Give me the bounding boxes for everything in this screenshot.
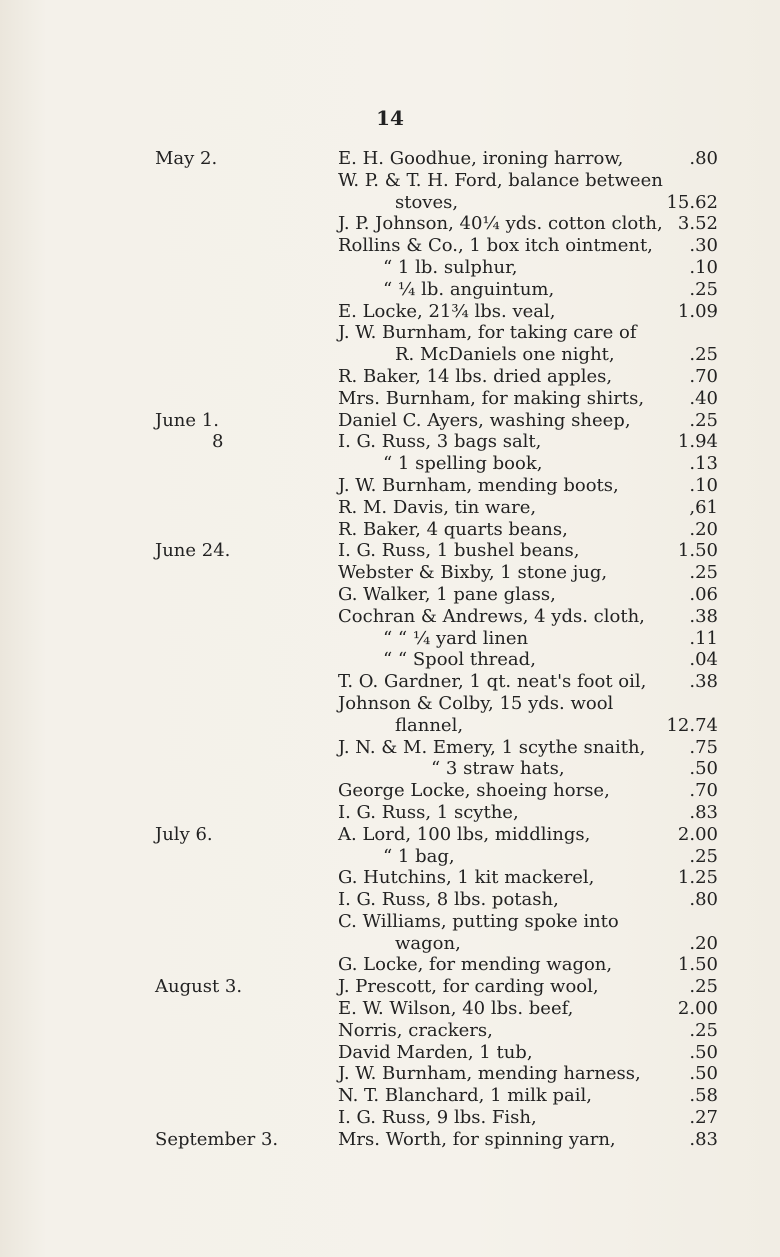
entry-amount: .04 xyxy=(689,649,718,671)
entry-amount: 1.94 xyxy=(677,431,718,453)
entry-amount: .06 xyxy=(689,583,718,605)
entry-amount: .80 xyxy=(689,889,718,911)
entry-date: 8 xyxy=(212,431,224,453)
entry-amount: .83 xyxy=(689,1128,718,1150)
entry-description: T. O. Gardner, 1 qt. neat's foot oil, xyxy=(338,671,647,693)
entry-amount: .25 xyxy=(689,845,718,867)
entry-description: wagon, xyxy=(395,932,461,954)
entry-amount: .50 xyxy=(689,1041,718,1063)
ledger-row xyxy=(0,170,780,192)
entry-description: E. Locke, 21¾ lbs. veal, xyxy=(338,300,556,322)
ledger-row xyxy=(0,998,780,1020)
entry-amount: .11 xyxy=(689,627,718,649)
ledger-row xyxy=(0,344,780,366)
ledger-row xyxy=(0,889,780,911)
entry-amount: .20 xyxy=(689,932,718,954)
ledger-row xyxy=(0,1020,780,1042)
entry-date: September 3. xyxy=(155,1128,279,1150)
entry-description: Norris, crackers, xyxy=(338,1019,493,1041)
entry-description: R. Baker, 4 quarts beans, xyxy=(338,518,568,540)
entry-description: G. Locke, for mending wagon, xyxy=(338,954,613,976)
entry-amount: 3.52 xyxy=(677,213,718,235)
entry-description: “ “ ¼ yard linen xyxy=(383,627,529,649)
entry-description: A. Lord, 100 lbs, middlings, xyxy=(338,823,591,845)
entry-amount: .70 xyxy=(689,365,718,387)
entry-description: Webster & Bixby, 1 stone jug, xyxy=(338,562,608,584)
ledger-row xyxy=(0,1107,780,1129)
ledger-row xyxy=(0,497,780,519)
ledger-row xyxy=(0,301,780,323)
entry-amount: .50 xyxy=(689,758,718,780)
entry-description: Mrs. Worth, for spinning yarn, xyxy=(338,1128,616,1150)
entry-description: E. H. Goodhue, ironing harrow, xyxy=(338,148,624,169)
ledger-row xyxy=(0,322,780,344)
entry-amount: .10 xyxy=(689,474,718,496)
ledger-row xyxy=(0,758,780,780)
ledger-row xyxy=(0,606,780,628)
entry-description: J. Prescott, for carding wool, xyxy=(338,976,599,998)
entry-amount: 2.00 xyxy=(677,998,718,1020)
entry-description: W. P. & T. H. Ford, balance between xyxy=(338,169,663,191)
entry-description: Rollins & Co., 1 box itch ointment, xyxy=(338,235,653,257)
entry-description: I. G. Russ, 3 bags salt, xyxy=(338,431,542,453)
ledger-row xyxy=(0,257,780,279)
ledger-row xyxy=(0,279,780,301)
ledger-row xyxy=(0,453,780,475)
entry-description: Mrs. Burnham, for making shirts, xyxy=(338,387,645,409)
ledger-row xyxy=(0,802,780,824)
entry-amount: .25 xyxy=(689,976,718,998)
ledger-row xyxy=(0,584,780,606)
entry-description: G. Walker, 1 pane glass, xyxy=(338,583,556,605)
entry-description: J. W. Burnham, for taking care of xyxy=(338,322,637,344)
entry-amount: .20 xyxy=(689,518,718,540)
entry-amount: 1.25 xyxy=(677,867,718,889)
ledger-row xyxy=(0,824,780,846)
entry-description: E. W. Wilson, 40 lbs. beef, xyxy=(338,998,574,1020)
entry-amount: .80 xyxy=(689,148,718,169)
entry-description: David Marden, 1 tub, xyxy=(338,1041,533,1063)
entry-description: George Locke, shoeing horse, xyxy=(338,780,610,802)
entry-description: J. N. & M. Emery, 1 scythe snaith, xyxy=(338,736,646,758)
page-number: 14 xyxy=(376,106,404,130)
entry-amount: 15.62 xyxy=(666,191,718,213)
entry-amount: 12.74 xyxy=(666,714,718,736)
entry-amount: .13 xyxy=(689,453,718,475)
ledger-row xyxy=(0,519,780,541)
ledger-row xyxy=(0,235,780,257)
entry-description: N. T. Blanchard, 1 milk pail, xyxy=(338,1085,593,1107)
entry-amount: 1.09 xyxy=(677,300,718,322)
entry-amount: .83 xyxy=(689,801,718,823)
entry-description: “ 3 straw hats, xyxy=(431,758,565,780)
entry-amount: .50 xyxy=(689,1063,718,1085)
entry-description: “ ¼ lb. anguintum, xyxy=(383,278,555,300)
ledger-row xyxy=(0,213,780,235)
entry-amount: 1.50 xyxy=(677,540,718,562)
ledger-row xyxy=(0,911,780,933)
ledger-row xyxy=(0,780,780,802)
ledger-row xyxy=(0,933,780,955)
entry-date: June 24. xyxy=(155,540,231,562)
entry-description: R. M. Davis, tin ware, xyxy=(338,496,537,518)
entry-date: June 1. xyxy=(155,409,219,431)
ledger-row xyxy=(0,388,780,410)
ledger-row xyxy=(0,475,780,497)
entry-amount: .25 xyxy=(689,278,718,300)
entry-description: “ “ Spool thread, xyxy=(383,649,536,671)
entry-amount: .70 xyxy=(689,780,718,802)
entry-description: Daniel C. Ayers, washing sheep, xyxy=(338,409,631,431)
ledger-row xyxy=(0,1042,780,1064)
ledger-row xyxy=(0,846,780,868)
entry-description: J. W. Burnham, mending boots, xyxy=(338,474,619,496)
entry-description: I. G. Russ, 1 bushel beans, xyxy=(338,540,580,562)
entry-description: J. P. Johnson, 40¼ yds. cotton cloth, xyxy=(338,213,663,235)
ledger-row xyxy=(0,431,780,453)
entry-description: Cochran & Andrews, 4 yds. cloth, xyxy=(338,605,645,627)
ledger-row xyxy=(0,649,780,671)
ledger-row xyxy=(0,366,780,388)
entry-description: R. Baker, 14 lbs. dried apples, xyxy=(338,365,613,387)
ledger-row xyxy=(0,410,780,432)
entry-amount: 1.50 xyxy=(677,954,718,976)
ledger-row xyxy=(0,954,780,976)
entry-description: flannel, xyxy=(395,714,464,736)
entry-amount: .27 xyxy=(689,1107,718,1129)
ledger-row xyxy=(0,976,780,998)
ledger-row xyxy=(0,693,780,715)
entry-description: G. Hutchins, 1 kit mackerel, xyxy=(338,867,595,889)
entry-description: “ 1 spelling book, xyxy=(383,453,543,475)
entry-amount: .25 xyxy=(689,1019,718,1041)
entry-description: “ 1 bag, xyxy=(383,845,455,867)
ledger-row xyxy=(0,737,780,759)
entry-amount: .25 xyxy=(689,562,718,584)
entry-description: I. G. Russ, 8 lbs. potash, xyxy=(338,889,559,911)
entry-description: C. Williams, putting spoke into xyxy=(338,910,619,932)
entry-description: R. McDaniels one night, xyxy=(395,344,615,366)
entry-amount: .25 xyxy=(689,344,718,366)
entry-amount: .75 xyxy=(689,736,718,758)
entry-description: I. G. Russ, 1 scythe, xyxy=(338,801,519,823)
ledger-row xyxy=(0,562,780,584)
entry-amount: .38 xyxy=(689,605,718,627)
entry-amount: .30 xyxy=(689,235,718,257)
entry-amount: .38 xyxy=(689,671,718,693)
ledger-entries xyxy=(0,148,780,1151)
ledger-row xyxy=(0,1085,780,1107)
ledger-row xyxy=(0,1129,780,1151)
entry-description: Johnson & Colby, 15 yds. wool xyxy=(338,692,614,714)
entry-description: stoves, xyxy=(395,191,459,213)
entry-date: July 6. xyxy=(155,823,213,845)
ledger-row xyxy=(0,1063,780,1085)
ledger-row xyxy=(0,148,780,170)
ledger-row xyxy=(0,540,780,562)
entry-amount: .58 xyxy=(689,1085,718,1107)
entry-amount: ,61 xyxy=(689,496,718,518)
entry-amount: .10 xyxy=(689,256,718,278)
entry-date: May 2. xyxy=(155,148,218,169)
entry-description: “ 1 lb. sulphur, xyxy=(383,256,518,278)
entry-amount: 2.00 xyxy=(677,823,718,845)
entry-description: I. G. Russ, 9 lbs. Fish, xyxy=(338,1107,537,1129)
entry-amount: .40 xyxy=(689,387,718,409)
ledger-row xyxy=(0,671,780,693)
entry-description: J. W. Burnham, mending harness, xyxy=(338,1063,641,1085)
ledger-row xyxy=(0,867,780,889)
entry-amount: .25 xyxy=(689,409,718,431)
ledger-row xyxy=(0,628,780,650)
ledger-row xyxy=(0,192,780,214)
ledger-row xyxy=(0,715,780,737)
entry-date: August 3. xyxy=(155,976,243,998)
